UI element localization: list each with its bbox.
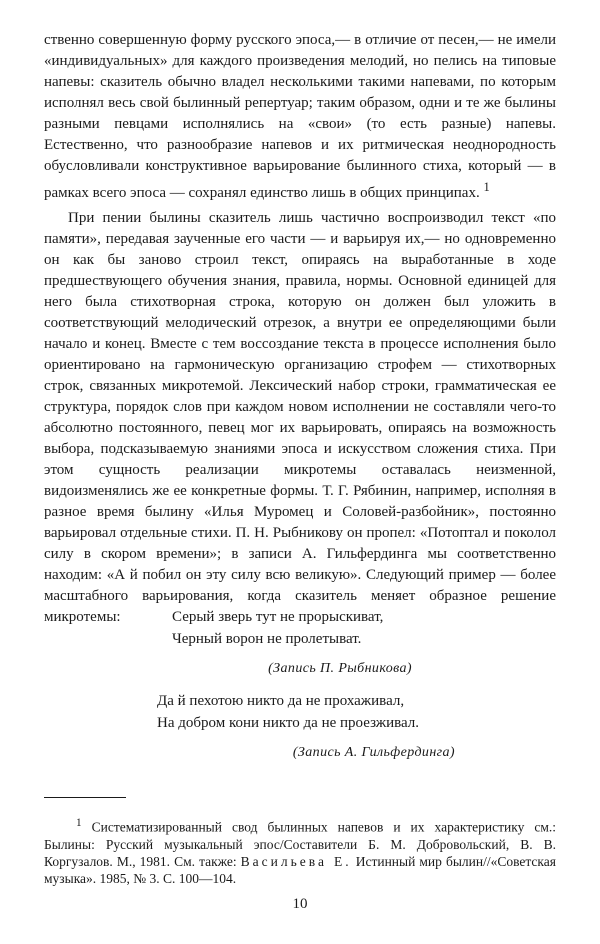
footnote-text-after: Истинный мир былин//«Советская музыка». 1985, № 3. С. 100—104. [44, 853, 556, 886]
poem-source: (Запись П. Рыбникова) [268, 661, 412, 676]
main-text [44, 30, 556, 628]
page-number: 10 [292, 896, 308, 912]
footnote-reference: 1 [483, 180, 490, 194]
poem-quote-rybnikov [0, 606, 600, 680]
paragraph-1-text: ственно совершенную форму русского эпоса,— в отличие от песен,— не имели «индивидуальных» для каждого произведения мелодий, но пелись на типовые напевы: сказитель обычно владел несколькими такими напевами, по которым исполнял весь свой былинный репертуар; таким образом, одни и те же былины разными певцами исполнялись на «свои» (то есть разные) напевы. Естественно, что разнообразие напевов и их ритмическая неоднородность обусловливали конструктивное варьирование былинного стиха, который — в рамках всего эпоса — сохранял единство лишь в общих принципах. [44, 32, 556, 201]
paragraph-2-text: При пении былины сказитель лишь частично воспроизводил текст «по памяти», передавая заученные его части — и варьируя их,— но одновременно он как бы заново строил текст, опираясь на выработанные в ходе предшествующего обучения знания, правила, нормы. Основной единицей для него была стихотворная строка, которую он должен был уложить в соответствующий мелодический отрезок, а внутри ее определяющими были начало и конец. Вместе с тем воссоздание текста в процессе исполнения было ориентировано на гармоническую организацию строфем — стихотворных строк, связанных микротемой. Лексический набор строки, грамматическая ее структура, порядок слов при каждом новом исполнении не составляли чего-то абсолютно постоянного, певец мог их варьировать, опираясь на возможность выбора, подсказываемую знаниями эпоса и искусством сложения стиха. При этом сущность реализации микротемы оставалась неизменной, видоизменялись же ее конкретные формы. Т. Г. Рябинин, например, исполняя в разное время былину «Илья Муромец и Соловей-разбойник», постоянно варьировал отдельные стихи. П. Н. Рыбникову он пропел: «Потоптал и поколол силу в скором времени»; в записи А. Гильфердинга мы соответственно находим: «А й побил он эту силу всю великую». Следующий пример — более масштабного варьирования, когда сказитель меняет образное решение микротемы: [44, 210, 556, 625]
poem-line: Черный ворон не пролетыват. [172, 631, 362, 647]
footnote-divider [44, 797, 126, 798]
poem-quote-hilferding [0, 690, 600, 764]
poem-line: На добром кони никто да не проезживал. [157, 715, 420, 731]
footnote-text-before: Систематизированный свод былинных напевов и их характеристику см.: Былины: Русский музыкальный эпос/Составители Б. М. Добровольский, В. В. Коргузалов. М., 1981. См. также: [44, 819, 556, 869]
poem-line: Да й пехотою никто да не прохаживал, [157, 693, 405, 709]
paragraph [44, 208, 556, 628]
footnote-author: Васильева Е. [240, 853, 352, 869]
poem-source: (Запись А. Гильфердинга) [292, 745, 455, 760]
paragraph-continued [44, 30, 556, 204]
footnote [44, 815, 556, 887]
footnote-marker: 1 [76, 817, 82, 829]
poem-line: Серый зверь тут не прорыскиват, [172, 609, 384, 625]
